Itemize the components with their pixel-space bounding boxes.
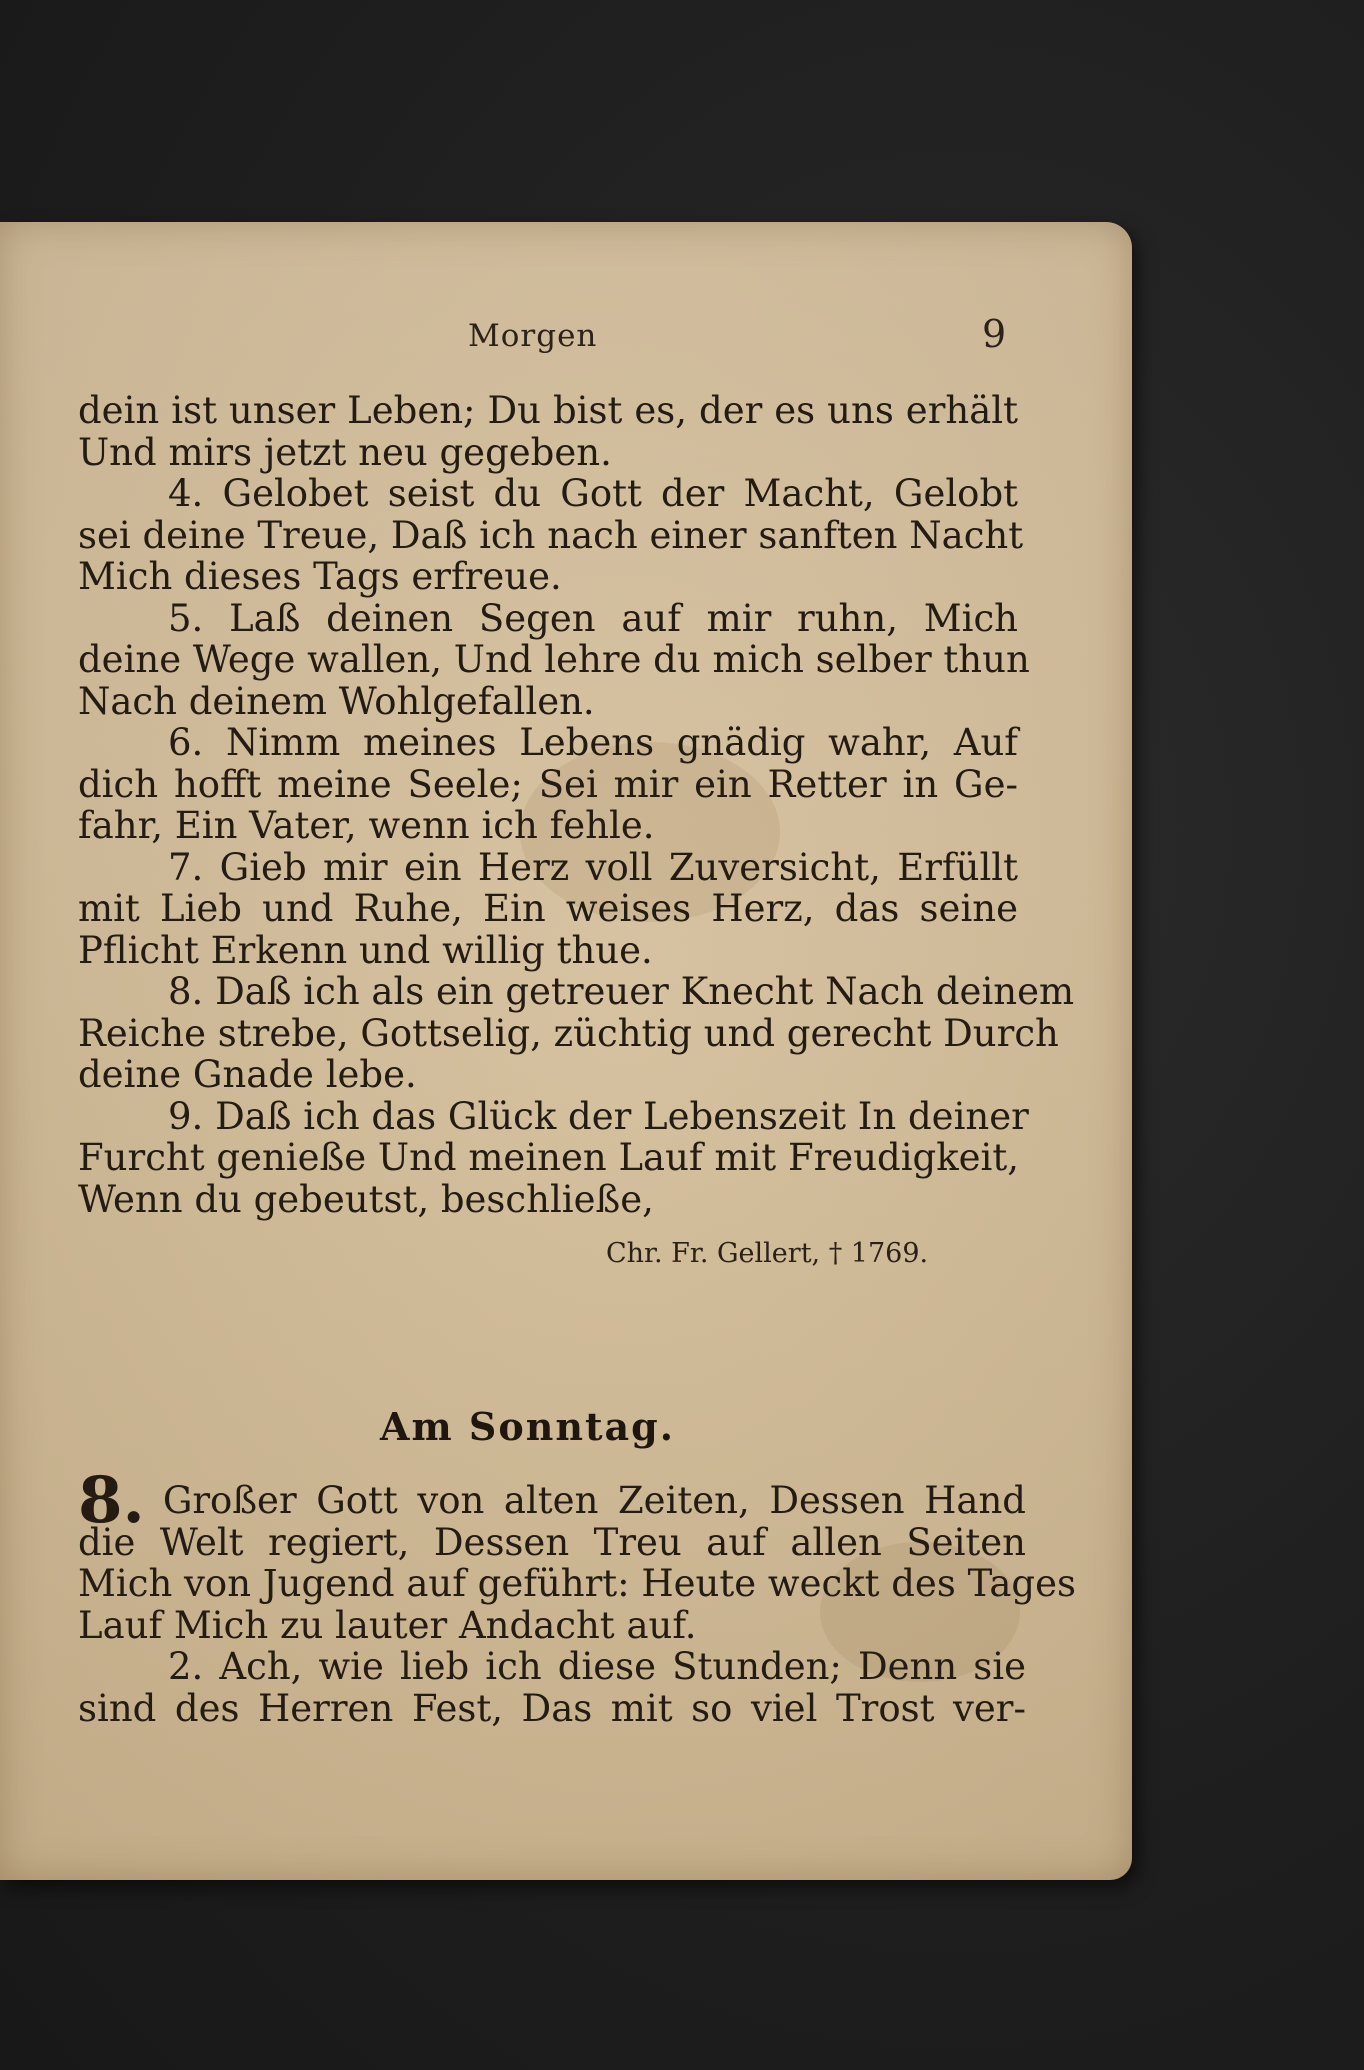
text-line: 4. Gelobet seist du Gott der Macht, Gelobt <box>168 472 1018 515</box>
text-line: mit Lieb und Ruhe, Ein weises Herz, das seine <box>78 887 1018 930</box>
text-line: Großer Gott von alten Zeiten, Dessen Hand <box>162 1479 1026 1522</box>
text-line: Nach deinem Wohlgefallen. <box>78 679 595 723</box>
text-line: 9. Daß ich das Glück der Lebenszeit In deiner <box>168 1094 1029 1138</box>
text-line: Mich von Jugend auf geführt: Heute weckt des Tages <box>78 1562 1077 1605</box>
page-header <box>0 312 1132 368</box>
text-line: Furcht genieße Und meinen Lauf mit Freudigkeit, <box>78 1136 1020 1179</box>
text-line: 8. Daß ich als ein getreuer Knecht Nach deinem <box>168 970 1075 1013</box>
hymn-text-continued <box>78 389 1075 1221</box>
text-line: sei deine Treue, Daß ich nach einer sanften Nacht <box>78 513 1024 557</box>
hymn-first-line <box>78 1463 1026 1538</box>
text-line: Wenn du gebeutst, beschließe, <box>78 1177 654 1221</box>
text-line: Und mirs jetzt neu gegeben. <box>78 430 612 474</box>
page-number: 9 <box>982 312 1007 356</box>
hymn-8 <box>78 1463 1077 1730</box>
text-line: 7. Gieb mir ein Herz voll Zuversicht, Erfüllt <box>168 845 1018 889</box>
text-line: Pflicht Erkenn und willig thue. <box>78 928 653 972</box>
text-line: fahr, Ein Vater, wenn ich fehle. <box>78 804 655 847</box>
text-line: die Welt regiert, Dessen Treu auf allen Seiten <box>78 1520 1026 1564</box>
text-line: Lauf Mich zu lauter Andacht auf. <box>78 1603 697 1647</box>
text-line: dich hofft meine Seele; Sei mir ein Retter in Ge- <box>78 762 1018 806</box>
text-line: dein ist unser Leben; Du bist es, der es uns erhält <box>78 389 1018 432</box>
running-title: Morgen <box>468 318 598 354</box>
text-line: sind des Herren Fest, Das mit so viel Trost ver- <box>78 1686 1026 1730</box>
text-line: 6. Nimm meines Lebens gnädig wahr, Auf <box>168 721 1018 764</box>
text-line: deine Wege wallen, Und lehre du mich selber thun <box>78 638 1030 681</box>
section-title: Am Sonntag. <box>380 1404 675 1449</box>
book-page <box>0 222 1132 1880</box>
text-line: Mich dieses Tags erfreue. <box>78 555 562 598</box>
text-line: deine Gnade lebe. <box>78 1053 417 1096</box>
hymn-number: 8. <box>78 1463 145 1538</box>
text-line: 5. Laß deinen Segen auf mir ruhn, Mich <box>168 596 1018 640</box>
text-line: 2. Ach, wie lieb ich diese Stunden; Denn sie <box>168 1645 1026 1688</box>
text-line: Reiche strebe, Gottselig, züchtig und gerecht Durch <box>78 1011 1059 1055</box>
author-attribution: Chr. Fr. Gellert, † 1769. <box>606 1238 929 1269</box>
